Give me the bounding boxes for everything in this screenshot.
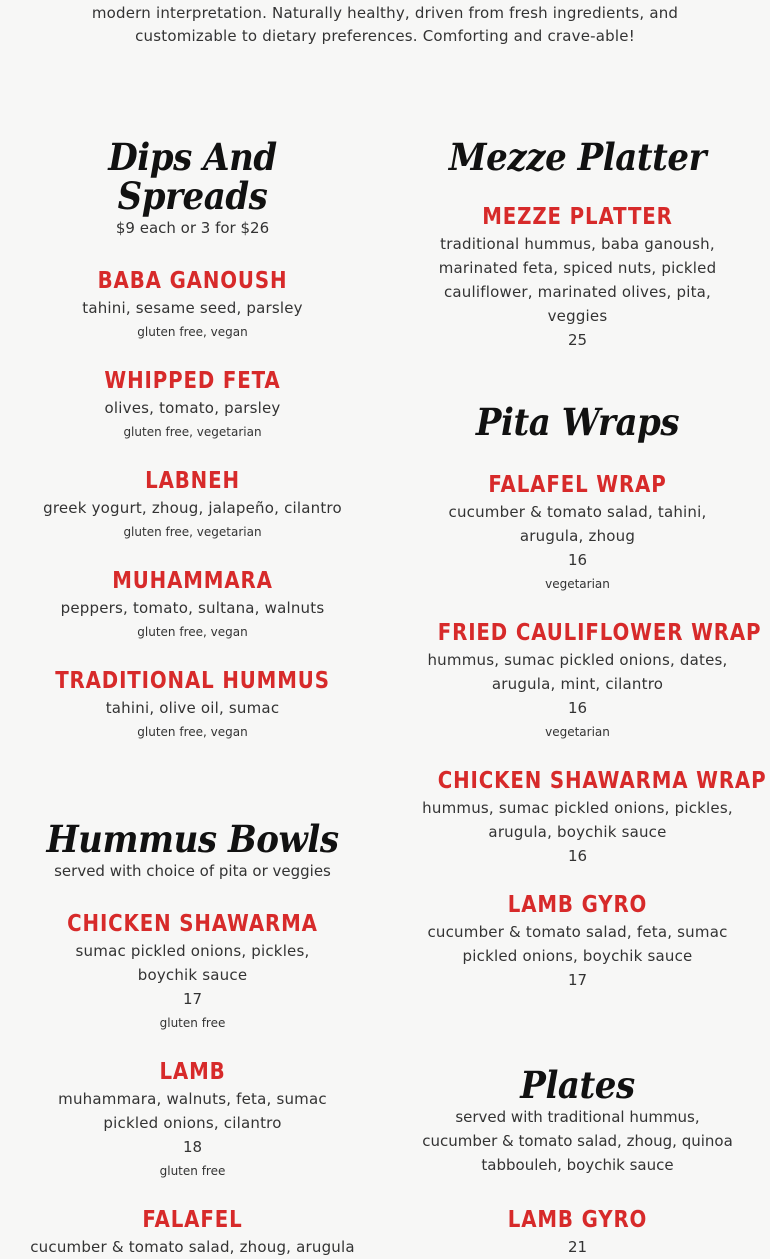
- menu-item-description: tahini, sesame seed, parsley: [82, 299, 303, 317]
- intro-line-2: customizable to dietary preferences. Comforting and crave-able!: [135, 27, 635, 45]
- menu-item-price: 18: [182, 1138, 203, 1156]
- section-subtitle-dips: $9 each or 3 for $26: [115, 219, 270, 237]
- menu-item-name: LAMB GYRO: [507, 1207, 648, 1233]
- menu-item: [30, 1205, 355, 1259]
- menu-item-name: TRADITIONAL HUMMUS: [55, 668, 330, 694]
- menu-item-price: 17: [182, 990, 203, 1008]
- menu-item-description: greek yogurt, zhoug, jalapeño, cilantro: [43, 499, 342, 517]
- menu-item: [30, 909, 355, 1035]
- section-mezze-platter: [415, 135, 740, 179]
- section-subtitle-plates: served with traditional hummus, cucumber & tomato salad, zhoug, quinoa tabbouleh, boychik sauce: [422, 1108, 733, 1174]
- menu-item-description: hummus, sumac pickled onions, pickles, arugula, boychik sauce: [422, 799, 733, 841]
- section-title-bowls: Hummus Bowls: [46, 817, 339, 861]
- menu-item-name: FALAFEL WRAP: [488, 472, 667, 498]
- menu-item: [30, 366, 355, 444]
- menu-item-name: FRIED CAULIFLOWER WRAP: [437, 620, 762, 646]
- section-title-dips-line-2: Spreads: [117, 174, 268, 218]
- menu-item-tags: gluten free, vegan: [137, 625, 248, 639]
- menu-item-description: traditional hummus, baba ganoush, marinated feta, spiced nuts, pickled cauliflower, marinated olives, pita, veggies: [438, 235, 717, 325]
- menu-item: [30, 666, 355, 744]
- menu-item-description: cucumber & tomato salad, tahini, arugula, zhoug: [448, 503, 707, 545]
- menu-item-name: LAMB GYRO: [507, 892, 648, 918]
- menu-item-description: sumac pickled onions, pickles, boychik sauce: [75, 942, 310, 984]
- menu-item: [415, 202, 740, 352]
- menu-item-name: WHIPPED FETA: [104, 368, 281, 394]
- menu-item-tags: gluten free, vegetarian: [123, 425, 262, 439]
- menu-item: [415, 1205, 740, 1259]
- menu-item-tags: gluten free, vegetarian: [123, 525, 262, 539]
- section-subtitle-bowls: served with choice of pita or veggies: [54, 862, 331, 880]
- section-title-mezze: Mezze Platter: [448, 135, 707, 179]
- menu-item-tags: gluten free, vegan: [137, 725, 248, 739]
- menu-item-description: muhammara, walnuts, feta, sumac pickled onions, cilantro: [58, 1090, 327, 1132]
- menu-item-price: 25: [567, 331, 588, 349]
- section-hummus-bowls: [30, 817, 355, 883]
- menu-item: [30, 566, 355, 644]
- menu-item-description: olives, tomato, parsley: [104, 399, 281, 417]
- menu-item-price: 17: [567, 971, 588, 989]
- menu-item-tags: vegetarian: [545, 725, 610, 739]
- menu-item-description: peppers, tomato, sultana, walnuts: [60, 599, 325, 617]
- menu-item-price: 16: [567, 551, 588, 569]
- menu-item-name: LABNEH: [145, 468, 240, 494]
- menu-item-tags: vegetarian: [545, 577, 610, 591]
- menu-item-name: LAMB: [159, 1059, 226, 1085]
- menu-item: [30, 466, 355, 544]
- menu-item-description: cucumber & tomato salad, zhoug, arugula: [30, 1238, 355, 1256]
- menu-item-name: BABA GANOUSH: [97, 268, 288, 294]
- menu-item-description: hummus, sumac pickled onions, dates, arugula, mint, cilantro: [427, 651, 728, 693]
- menu-item-price: 16: [567, 699, 588, 717]
- section-plates: [415, 1063, 740, 1177]
- menu-item-name: MEZZE PLATTER: [482, 204, 673, 230]
- menu-item: [30, 266, 355, 344]
- menu-item-price: 16: [567, 847, 588, 865]
- menu-item: [415, 766, 767, 868]
- menu-item-description: cucumber & tomato salad, feta, sumac pickled onions, boychik sauce: [427, 923, 728, 965]
- menu-item-name: CHICKEN SHAWARMA: [67, 911, 318, 937]
- section-title-plates: Plates: [520, 1063, 635, 1107]
- intro-line-1: modern interpretation. Naturally healthy, driven from fresh ingredients, and: [91, 4, 679, 22]
- menu-item-name: CHICKEN SHAWARMA WRAP: [437, 768, 767, 794]
- menu-item: [415, 618, 762, 744]
- menu-item-name: FALAFEL: [142, 1207, 243, 1233]
- menu-item: [415, 890, 740, 992]
- section-dips-and-spreads: [30, 135, 355, 240]
- section-pita-wraps: [415, 400, 740, 444]
- menu-item-tags: gluten free: [159, 1164, 226, 1178]
- menu-item-tags: gluten free: [159, 1016, 226, 1030]
- intro-text: [85, 2, 685, 48]
- menu-item-price: 21: [567, 1238, 588, 1256]
- menu-item: [30, 1057, 355, 1183]
- menu-item-name: MUHAMMARA: [112, 568, 273, 594]
- section-title-dips: [43, 135, 342, 218]
- menu-item-description: tahini, olive oil, sumac: [105, 699, 280, 717]
- menu-item-tags: gluten free, vegan: [137, 325, 248, 339]
- menu-item: [415, 470, 740, 596]
- section-title-wraps: Pita Wraps: [475, 400, 680, 444]
- section-title-dips-line-1: Dips And: [108, 135, 277, 179]
